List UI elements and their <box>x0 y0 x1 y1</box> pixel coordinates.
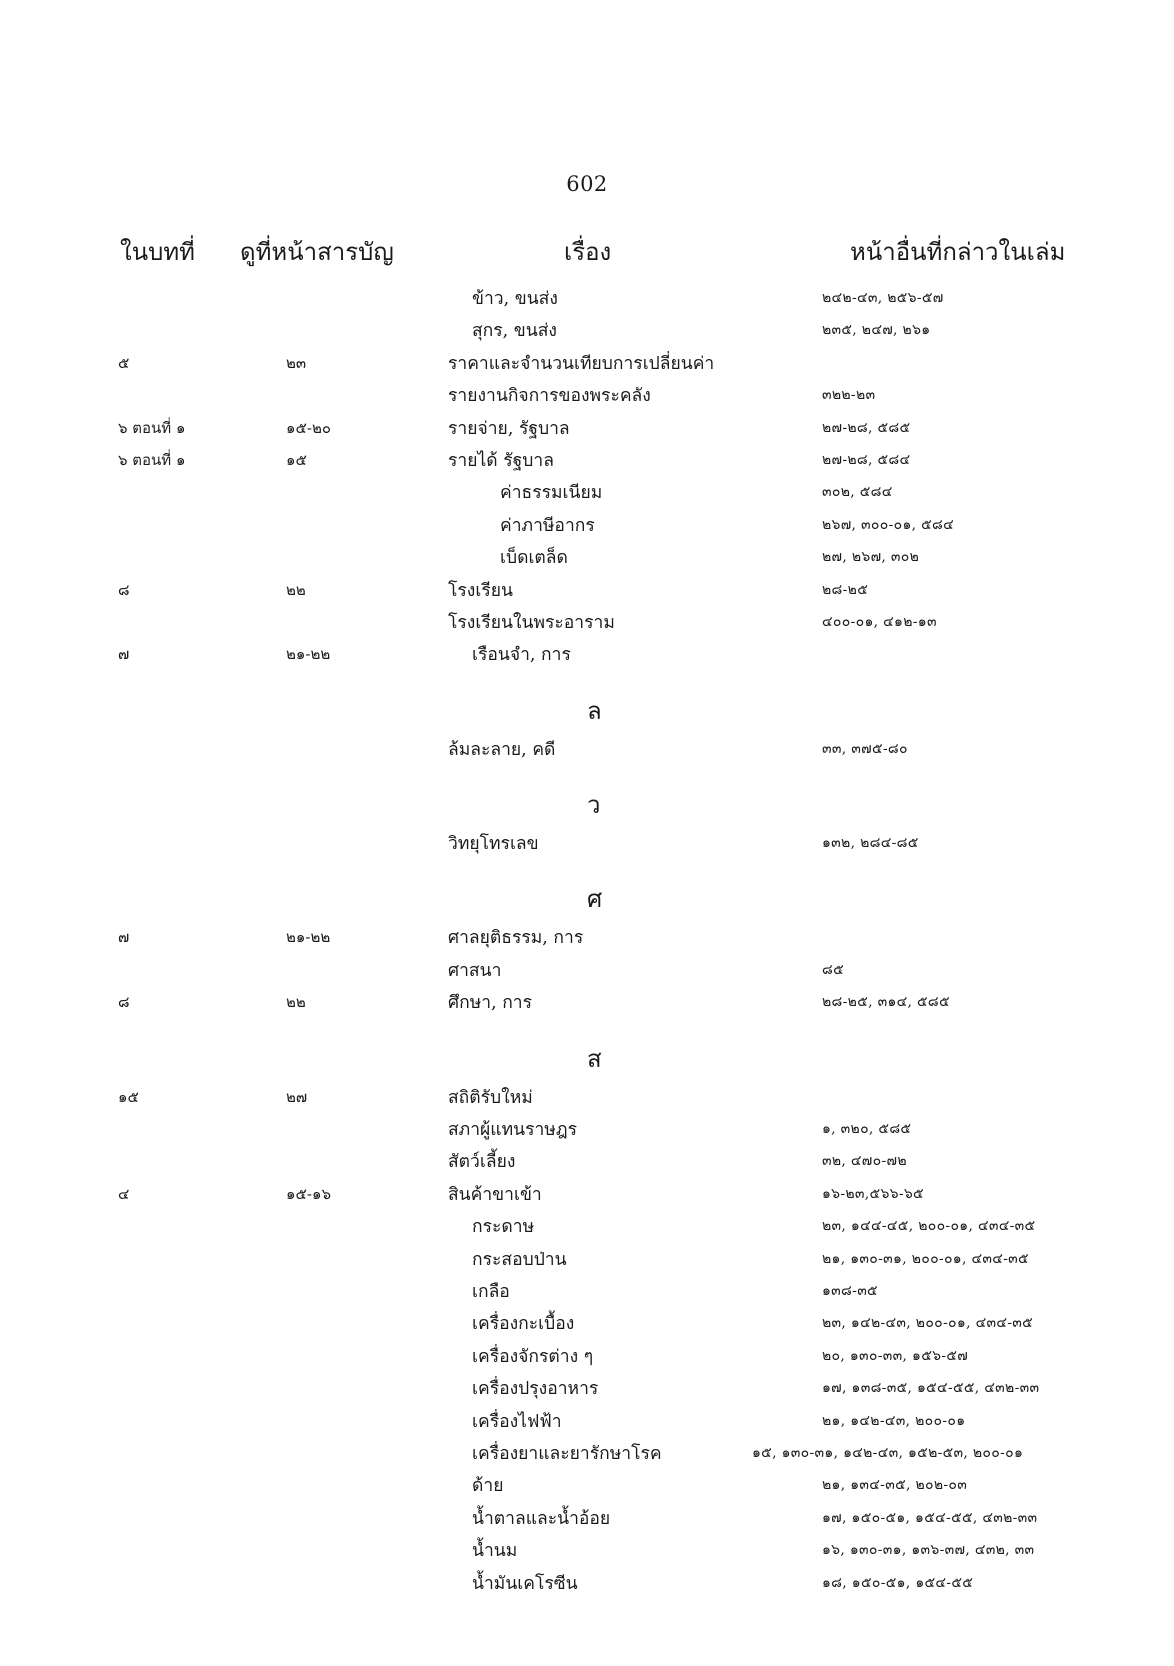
index-entry <box>0 1532 1174 1564</box>
entry-chapter: ๘ <box>118 993 130 1012</box>
entry-other-pages: ๓๓, ๓๗๕-๘๐ <box>822 740 908 757</box>
entry-subject: ล้มละลาย, คดี <box>448 739 556 760</box>
entry-subject: น้ำนม <box>472 1541 518 1562</box>
index-entry <box>0 1370 1174 1402</box>
entry-chapter: ๗ <box>118 645 130 664</box>
entry-other-pages: ๒๔๒-๔๓, ๒๕๖-๕๗ <box>822 290 944 306</box>
entry-toc-page: ๒๒ <box>286 580 306 599</box>
entry-subject: เครื่องยาและยารักษาโรค <box>472 1443 662 1464</box>
index-entry <box>0 539 1174 571</box>
entry-other-pages: ๑๖-๒๓,๕๖๖-๖๕ <box>822 1185 924 1202</box>
entry-other-pages: ๔๐๐-๐๑, ๔๑๒-๑๓ <box>822 613 937 630</box>
entry-chapter: ๖ ตอนที่ ๑ <box>118 450 186 469</box>
index-entry <box>0 1305 1174 1337</box>
index-entry <box>0 312 1174 344</box>
entry-other-pages: ๒๖๗, ๓๐๐-๐๑, ๕๘๔ <box>822 516 955 533</box>
entry-chapter: ๗ <box>118 928 130 947</box>
index-entry <box>0 1111 1174 1143</box>
entry-chapter: ๖ ตอนที่ ๑ <box>118 418 186 437</box>
entry-subject: โรงเรียน <box>448 580 513 601</box>
entry-subject: เบ็ดเตล็ด <box>500 548 568 569</box>
index-entry <box>0 1565 1174 1597</box>
entry-other-pages: ๑๗, ๑๓๘-๓๕, ๑๕๔-๕๕, ๔๓๒-๓๓ <box>822 1380 1040 1397</box>
section-letter-label: ล <box>587 696 602 725</box>
entry-other-pages: ๑๓๒, ๒๘๔-๘๕ <box>822 835 919 852</box>
entry-subject: ศาลยุติธรรม, การ <box>448 928 584 949</box>
section-letter-label: ส <box>587 1044 602 1073</box>
entry-other-pages: ๒๑, ๑๓๐-๓๑, ๒๐๐-๐๑, ๔๓๔-๓๕ <box>822 1250 1029 1267</box>
entry-other-pages: ๒๗-๒๘, ๕๘๕ <box>822 419 911 436</box>
entry-toc-page: ๑๕ <box>286 450 307 469</box>
entry-subject: เรือนจำ, การ <box>472 645 571 666</box>
entry-subject: น้ำตาลและน้ำอ้อย <box>472 1508 611 1529</box>
index-entry <box>0 604 1174 636</box>
entry-toc-page: ๑๕-๑๖ <box>286 1184 331 1203</box>
entry-toc-page: ๒๑-๒๒ <box>286 645 331 664</box>
entry-subject: สถิติรับใหม่ <box>448 1087 533 1108</box>
entry-other-pages: ๓๒, ๔๗๐-๗๒ <box>822 1153 907 1170</box>
entry-subject: ค่าธรรมเนียม <box>500 483 603 504</box>
entry-toc-page: ๑๕-๒๐ <box>286 418 331 437</box>
entry-subject: เครื่องจักรต่าง ๆ <box>472 1346 594 1367</box>
entry-other-pages: ๘๕ <box>822 961 844 978</box>
index-entry <box>0 410 1174 442</box>
entry-other-pages: ๑๖, ๑๓๐-๓๑, ๑๓๖-๓๗, ๔๓๒, ๓๓ <box>822 1542 1035 1559</box>
entry-subject: เกลือ <box>472 1281 510 1302</box>
entry-other-pages: ๒๓, ๑๔๔-๔๕, ๒๐๐-๐๑, ๔๓๔-๓๕ <box>822 1218 1036 1235</box>
entry-chapter: ๑๕ <box>118 1087 139 1106</box>
entry-other-pages: ๒๐, ๑๓๐-๓๓, ๑๕๖-๕๗ <box>822 1347 969 1364</box>
entry-subject: ศึกษา, การ <box>448 993 533 1014</box>
entry-subject: ราคาและจำนวนเทียบการเปลี่ยนค่า <box>448 353 715 374</box>
entry-subject: สุกร, ขนส่ง <box>472 321 557 342</box>
index-entry <box>0 731 1174 763</box>
index-entry <box>0 572 1174 604</box>
index-entry <box>0 442 1174 474</box>
section-letter-label: ศ <box>587 885 603 914</box>
entry-other-pages: ๒๑, ๑๔๒-๔๓, ๒๐๐-๐๑ <box>822 1412 966 1429</box>
entry-subject: น้ำมันเคโรซีน <box>472 1573 578 1594</box>
index-entry <box>0 952 1174 984</box>
entry-subject: เครื่องปรุงอาหาร <box>472 1379 599 1400</box>
entry-subject: วิทยุโทรเลข <box>448 834 539 855</box>
index-entry <box>0 474 1174 506</box>
index-entry <box>0 345 1174 377</box>
section-letter <box>0 669 1174 731</box>
entry-subject: รายงานกิจการของพระคลัง <box>448 386 651 407</box>
index-entry <box>0 919 1174 951</box>
entry-other-pages: ๑๕, ๑๓๐-๓๑, ๑๔๒-๔๓, ๑๕๒-๕๓, ๒๐๐-๐๑ <box>752 1444 1024 1461</box>
entry-subject: เครื่องไฟฟ้า <box>472 1411 562 1432</box>
index-entry <box>0 1500 1174 1532</box>
section-letter <box>0 857 1174 919</box>
entry-subject: ค่าภาษีอากร <box>500 515 595 536</box>
entry-other-pages: ๑๗, ๑๕๐-๕๑, ๑๕๔-๕๕, ๔๓๒-๓๓ <box>822 1509 1038 1526</box>
entry-subject: สภาผู้แทนราษฎร <box>448 1120 577 1141</box>
header-subject: เรื่อง <box>564 238 612 266</box>
entry-subject: รายจ่าย, รัฐบาล <box>448 418 570 439</box>
index-entry <box>0 1435 1174 1467</box>
index-entry <box>0 1338 1174 1370</box>
entry-other-pages: ๒๗-๒๘, ๕๘๔ <box>822 451 911 468</box>
entry-other-pages: ๑๘, ๑๕๐-๕๑, ๑๕๔-๕๕ <box>822 1574 974 1591</box>
entry-subject: กระสอบป่าน <box>472 1249 567 1270</box>
index-entry <box>0 1467 1174 1499</box>
entry-other-pages: ๒๓, ๑๔๒-๔๓, ๒๐๐-๐๑, ๔๓๔-๓๕ <box>822 1315 1034 1332</box>
header-toc-page: ดูที่หน้าสารบัญ <box>240 238 394 266</box>
entry-other-pages: ๒๑, ๑๓๔-๓๕, ๒๐๒-๐๓ <box>822 1477 968 1494</box>
entry-other-pages: ๑๓๘-๓๕ <box>822 1282 878 1299</box>
entry-chapter: ๘ <box>118 580 130 599</box>
entry-toc-page: ๒๗ <box>286 1087 308 1106</box>
index-entries <box>0 280 1174 1597</box>
header-chapter: ในบทที่ <box>120 238 195 266</box>
column-headers <box>0 232 1174 272</box>
section-letter-label: ว <box>587 791 601 820</box>
index-entry <box>0 1079 1174 1111</box>
entry-subject: โรงเรียนในพระอาราม <box>448 612 615 633</box>
entry-subject: รายได้ รัฐบาล <box>448 450 554 471</box>
index-entry <box>0 636 1174 668</box>
section-letter <box>0 1017 1174 1079</box>
section-letter <box>0 763 1174 825</box>
entry-subject: ด้าย <box>472 1476 504 1497</box>
entry-subject: กระดาษ <box>472 1217 535 1238</box>
entry-subject: ข้าว, ขนส่ง <box>472 289 558 309</box>
index-entry <box>0 1176 1174 1208</box>
index-entry <box>0 507 1174 539</box>
index-entry <box>0 1241 1174 1273</box>
entry-subject: ศาสนา <box>448 960 502 981</box>
entry-chapter: ๕ <box>118 353 130 372</box>
entry-toc-page: ๒๓ <box>286 353 307 372</box>
index-entry <box>0 1403 1174 1435</box>
entry-other-pages: ๒๓๕, ๒๔๗, ๒๖๑ <box>822 322 931 339</box>
entry-subject: สัตว์เลี้ยง <box>448 1152 516 1173</box>
index-entry <box>0 1208 1174 1240</box>
header-other-pages: หน้าอื่นที่กล่าวในเล่ม <box>850 238 1066 266</box>
entry-toc-page: ๒๑-๒๒ <box>286 928 331 947</box>
entry-other-pages: ๓๐๒, ๕๘๔ <box>822 484 893 501</box>
index-entry <box>0 280 1174 312</box>
index-entry <box>0 825 1174 857</box>
entry-subject: สินค้าขาเข้า <box>448 1184 542 1205</box>
index-entry <box>0 1273 1174 1305</box>
index-entry <box>0 1143 1174 1175</box>
entry-other-pages: ๒๘-๒๕, ๓๑๔, ๕๘๕ <box>822 994 950 1011</box>
entry-other-pages: ๒๗, ๒๖๗, ๓๐๒ <box>822 549 920 566</box>
entry-toc-page: ๒๒ <box>286 993 306 1012</box>
entry-other-pages: ๓๒๒-๒๓ <box>822 387 876 404</box>
entry-other-pages: ๒๘-๒๕ <box>822 581 869 598</box>
index-entry <box>0 377 1174 409</box>
entry-other-pages: ๑, ๓๒๐, ๕๘๕ <box>822 1121 912 1138</box>
index-entry <box>0 984 1174 1016</box>
entry-chapter: ๔ <box>118 1184 130 1203</box>
page-number: 602 <box>566 172 608 196</box>
entry-subject: เครื่องกะเบื้อง <box>472 1314 575 1335</box>
